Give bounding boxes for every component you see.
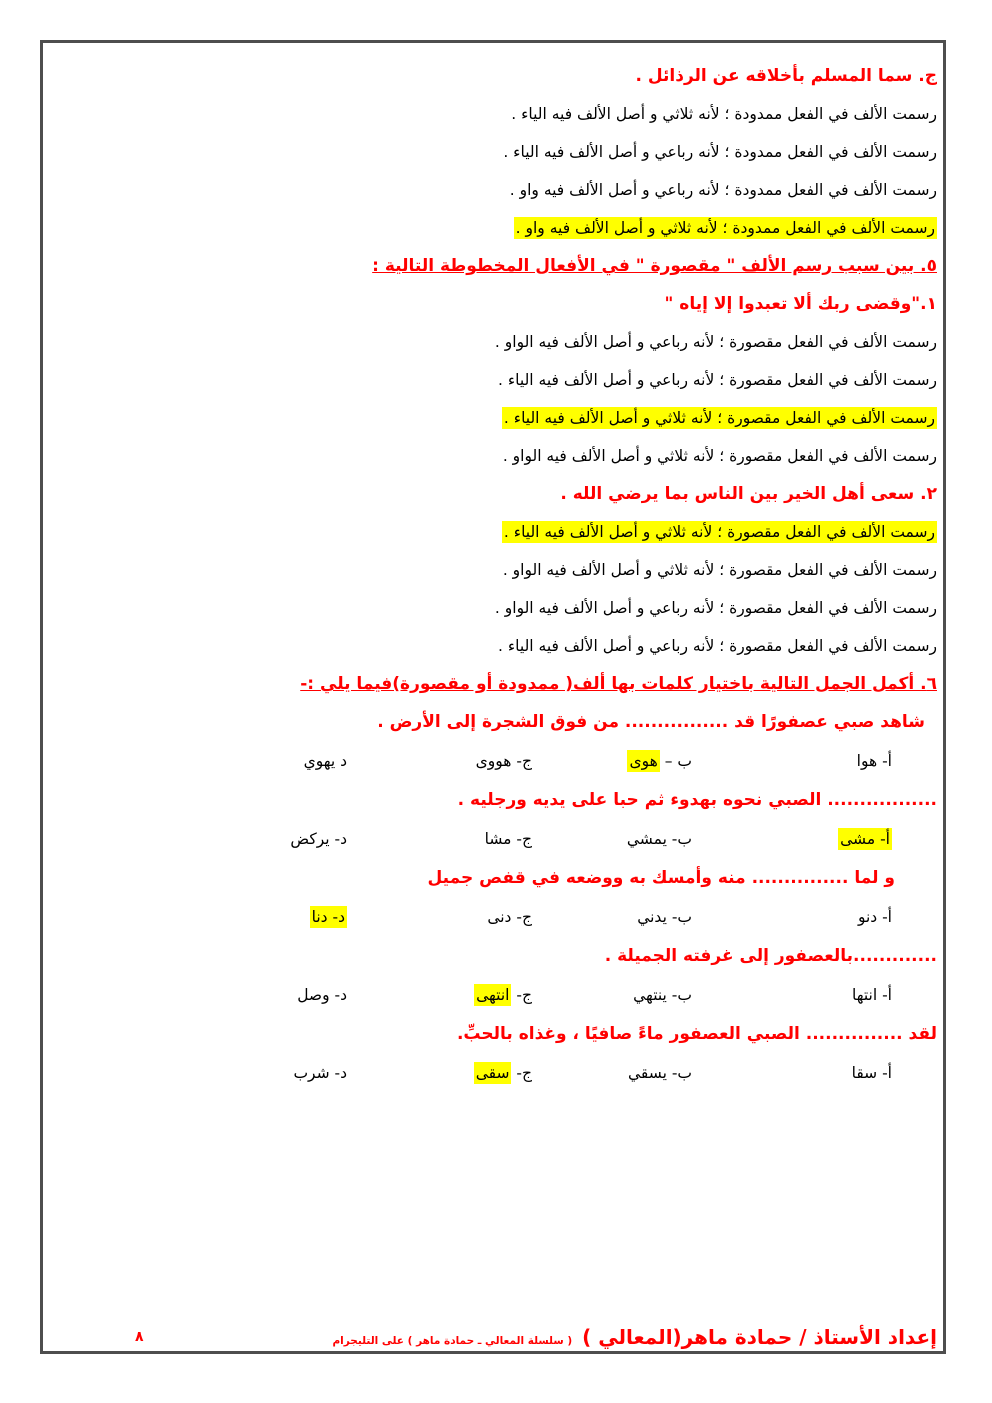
option-b: ب- يسقي [627,1064,692,1082]
section-6-heading: ٦. أكمل الجمل التالية باختيار كلمات بها ألف( ممدودة أو مقصورة)فيما يلي :- [300,674,937,694]
question-4-prompt: .............بالعصفور إلى غرفته الجميلة . [604,946,937,966]
highlight-answer: رسمت الألف في الفعل مقصورة ؛ لأنه ثلاثي و أصل الألف فيه الياء . [503,523,935,541]
option-d: د- يركض [290,830,347,848]
explanation-line: رسمت الألف في الفعل ممدودة ؛ لأنه ثلاثي و أصل الألف فيه الياء . [511,105,937,123]
option-b: ب- ينتهي [633,986,692,1004]
option-a: أ- انتها [852,986,892,1004]
question-3-options [49,897,937,937]
highlight-answer: سقى [475,1064,510,1082]
option-a: أ- دنو [857,908,892,926]
explanation-line: رسمت الألف في الفعل مقصورة ؛ لأنه رباعي و أصل الألف فيه الياء . [498,637,937,655]
option-c: ج- هووى [475,752,532,770]
option-c [347,975,532,1015]
page-footer [49,1325,937,1349]
explanation-line-highlighted [49,209,937,247]
explanation-line: رسمت الألف في الفعل ممدودة ؛ لأنه رباعي و أصل الألف فيه واو . [509,181,937,199]
option-a: أ- هوا [856,752,892,770]
option-c-prefix: ج- [511,986,532,1004]
explanation-line: رسمت الألف في الفعل ممدودة ؛ لأنه رباعي و أصل الألف فيه الياء . [503,143,937,161]
option-b: ب- يمشي [626,830,692,848]
page-number: ٨ [135,1329,144,1345]
explanation-line-highlighted [49,399,937,437]
footer-author: إعداد الأستاذ / حمادة ماهر(المعالي ) [582,1325,937,1349]
footer-series: ( سلسلة المعالي ـ حمادة ماهر ) على التليجرام [332,1335,573,1347]
option-d: د يهوي [303,752,347,770]
explanation-line: رسمت الألف في الفعل مقصورة ؛ لأنه رباعي و أصل الألف فيه الياء . [498,371,937,389]
explanation-line-highlighted [49,513,937,551]
question-2-options [49,819,937,859]
section-5-heading: ٥. بين سبب رسم الألف " مقصورة " في الأفعال المخطوطة التالية : [372,256,937,276]
option-b [532,741,692,781]
option-c: ج- دنى [487,908,532,926]
option-d [49,897,347,937]
page-border [40,40,946,1354]
highlight-answer: رسمت الألف في الفعل مقصورة ؛ لأنه ثلاثي و أصل الألف فيه الياء . [503,409,935,427]
option-a [692,819,892,859]
question-1-options [49,741,937,781]
explanation-line: رسمت الألف في الفعل مقصورة ؛ لأنه ثلاثي و أصل الألف فيه الواو . [502,561,937,579]
question-4-options [49,975,937,1015]
highlight-answer: د- دنا [311,908,345,926]
answer-c-heading: ج. سما المسلم بأخلاقه عن الرذائل . [635,66,937,86]
section-5-item-2-prompt: ٢. سعى أهل الخير بين الناس بما يرضي الله . [560,484,937,504]
option-b: ب- يدني [637,908,692,926]
question-5-prompt: لقد ............... الصبي العصفور ماءً صافيًا ، وغذاه بالحبِّ. [456,1024,937,1044]
section-5-item-1-prompt: ١."وقضى ربك ألا تعبدوا إلا إياه " [664,294,937,314]
option-b-prefix: ب – [659,752,692,770]
option-c [347,1053,532,1093]
question-1-prompt: شاهد صبي عصفورًا قد ................ من فوق الشجرة إلى الأرض . [377,712,925,732]
option-a: أ- سقا [851,1064,892,1082]
question-2-prompt: ................. الصبي نحوه بهدوء ثم حبا على يديه ورجليه . [457,790,937,810]
worksheet-content [43,43,943,1093]
explanation-line: رسمت الألف في الفعل مقصورة ؛ لأنه رباعي و أصل الألف فيه الواو . [494,333,937,351]
highlight-answer: أ- مشى [840,830,890,848]
highlight-answer: رسمت الألف في الفعل ممدودة ؛ لأنه ثلاثي و أصل الألف فيه واو . [515,219,935,237]
highlight-answer: هوى [629,752,658,770]
question-5-options [49,1053,937,1093]
option-c-prefix: ج- [511,1064,532,1082]
highlight-answer: انتهى [476,986,510,1004]
option-c: ج- مشا [484,830,532,848]
explanation-line: رسمت الألف في الفعل مقصورة ؛ لأنه ثلاثي و أصل الألف فيه الواو . [502,447,937,465]
explanation-line: رسمت الألف في الفعل مقصورة ؛ لأنه رباعي و أصل الألف فيه الواو . [494,599,937,617]
option-d: د- وصل [297,986,347,1004]
option-d: د- شرب [293,1064,347,1082]
question-3-prompt: و لما ............... منه وأمسك به ووضعه في قفص جميل [427,868,895,888]
